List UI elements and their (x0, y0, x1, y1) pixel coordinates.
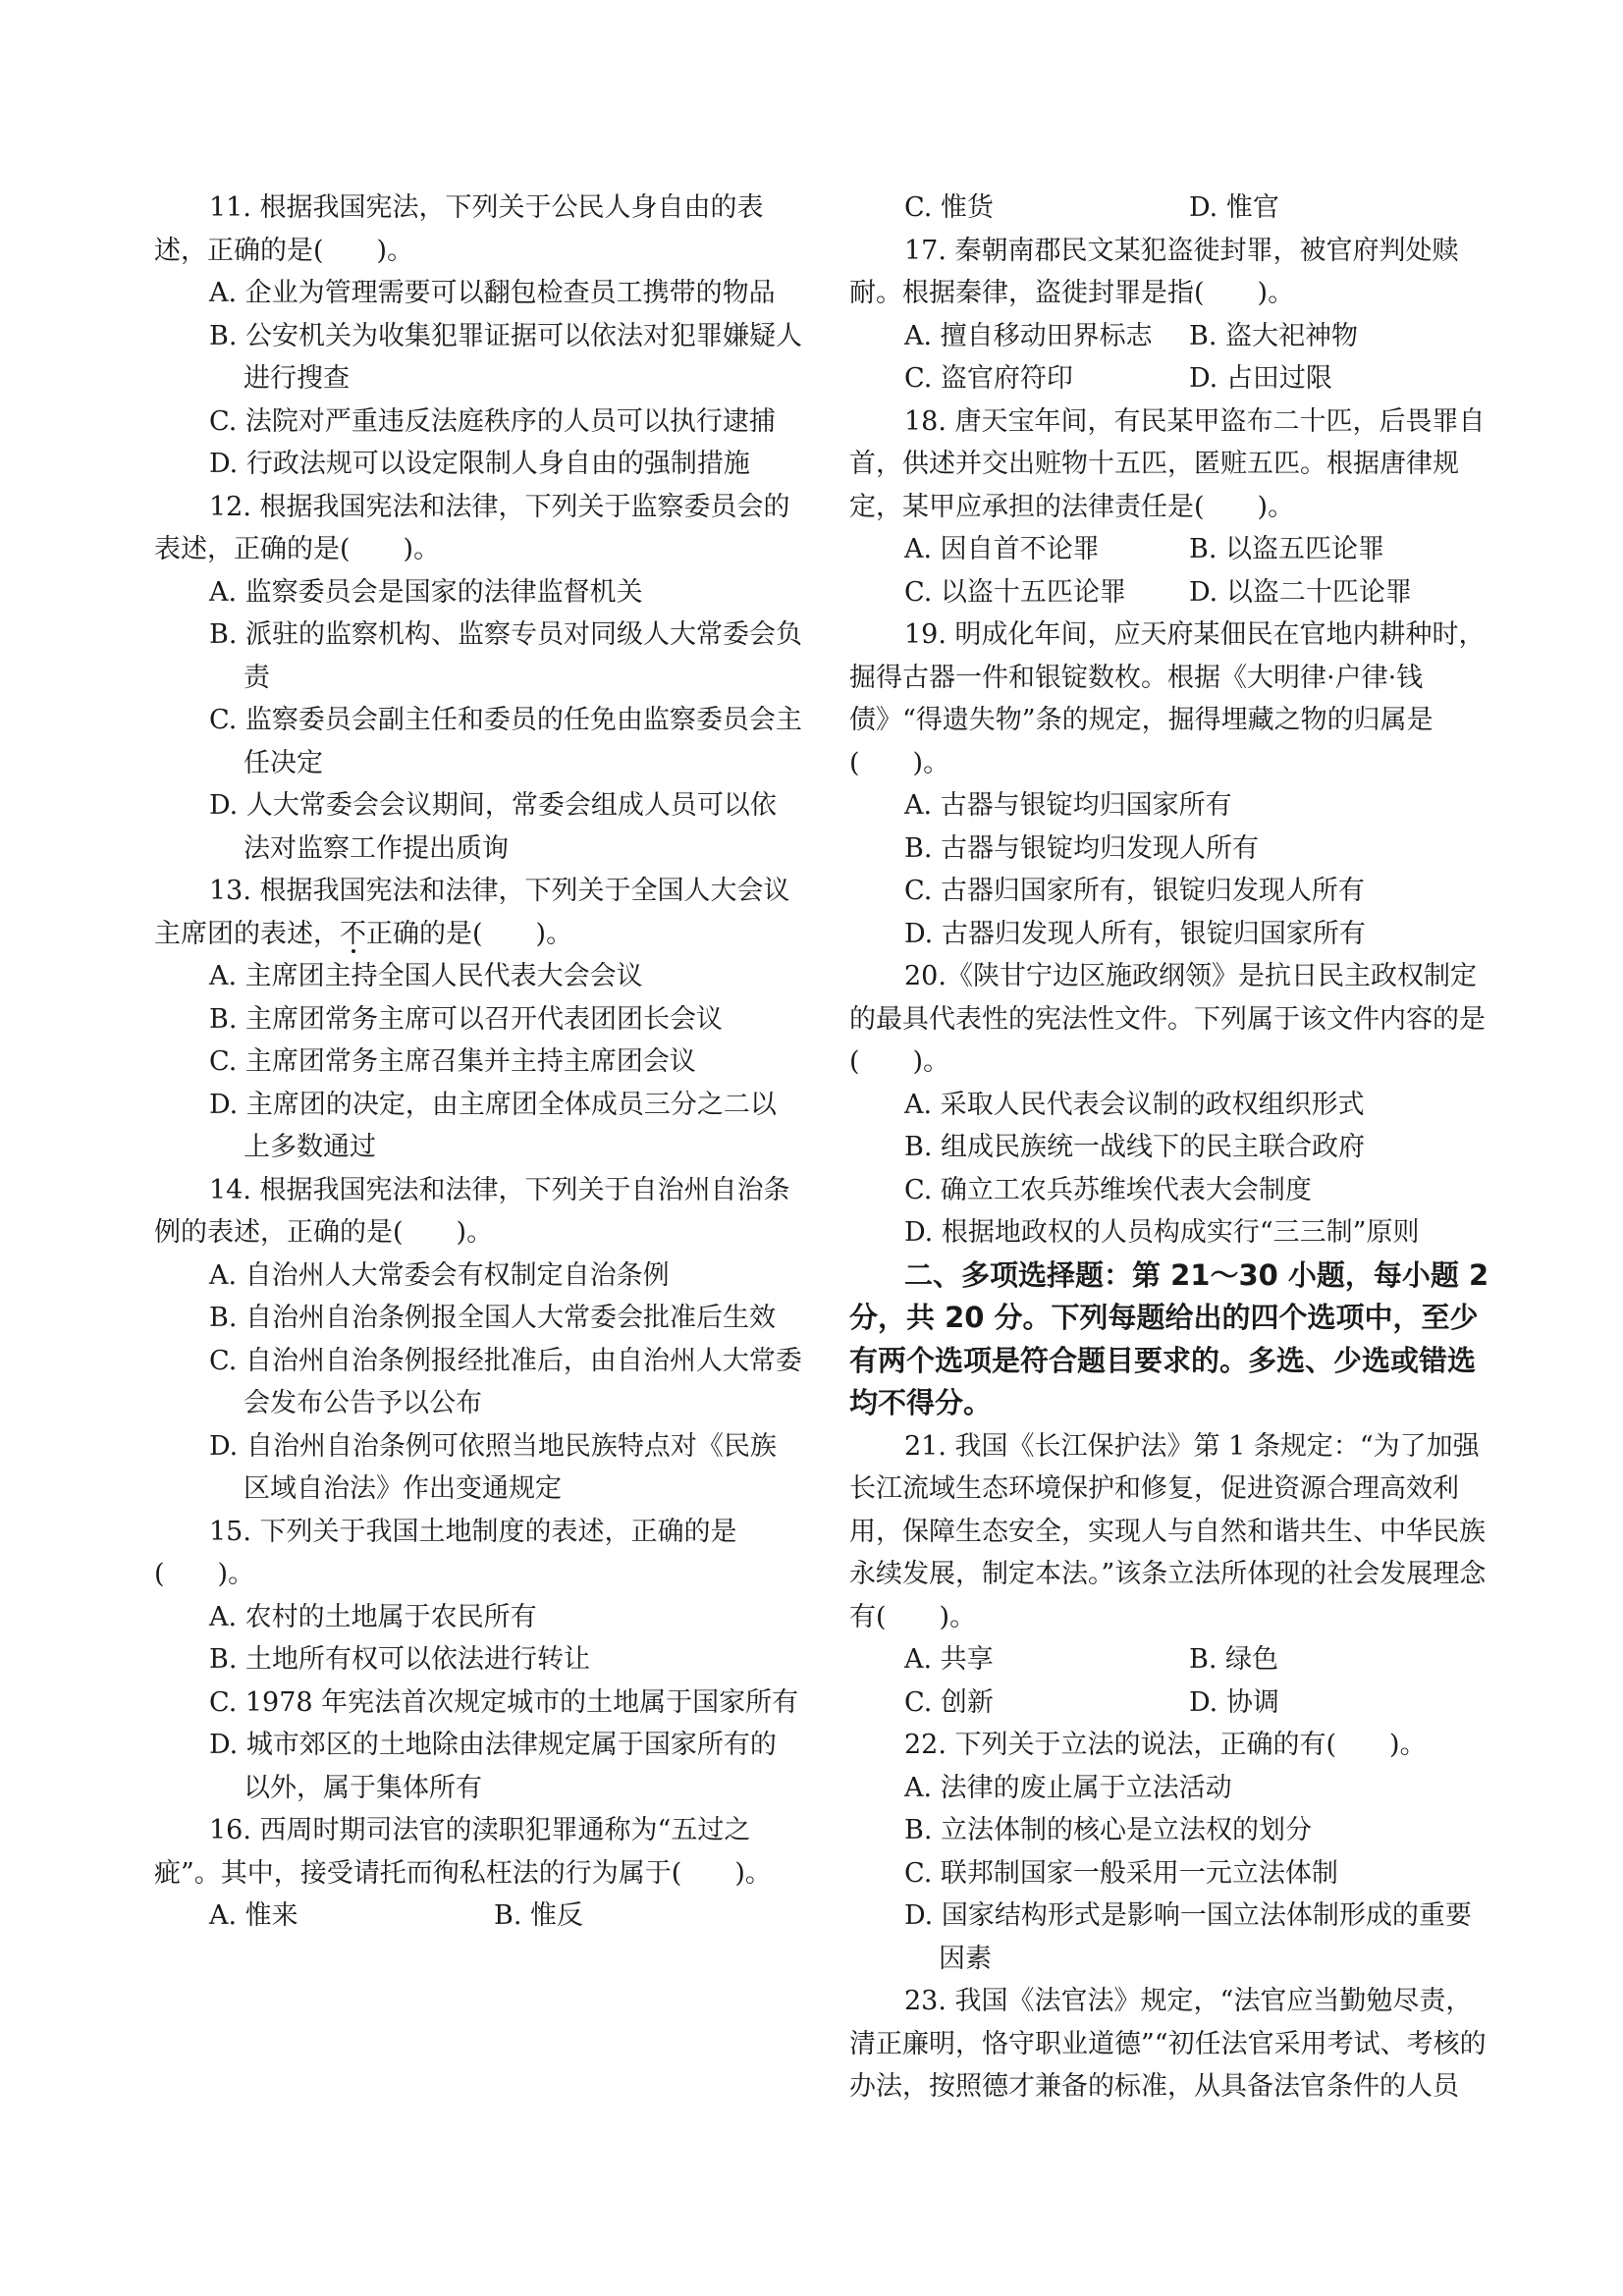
option-a: A. 自治州人大常委会有权制定自治条例 (209, 1259, 670, 1291)
option-d: D. 行政法规可以设定限制人身自由的强制措施 (209, 449, 750, 479)
option-d: D. 主席团的决定，由主席团全体成员三分之二以上多数通过 (209, 1089, 777, 1162)
question-16 (154, 1809, 802, 1938)
option-a: A. 采取人民代表会议制的政权组织形式 (904, 1089, 1365, 1120)
option-a: A. 主席团主持全国人民代表大会会议 (209, 961, 643, 991)
option-c: C. 惟货 (904, 192, 994, 223)
question-stem: 15. 下列关于我国土地制度的表述，正确的是( )。 (154, 1516, 737, 1589)
question-22 (849, 1724, 1497, 1980)
option-d: D. 占田过限 (1189, 363, 1332, 394)
question-16-continued (849, 187, 1497, 230)
option-d: D. 惟官 (1189, 192, 1279, 223)
option-row (904, 357, 1497, 400)
option-row (904, 315, 1497, 358)
right-column (849, 187, 1497, 2109)
option-b: B. 惟反 (494, 1900, 584, 1931)
question-stem (154, 870, 802, 955)
option-b: B. 绿色 (1189, 1644, 1279, 1675)
question-21 (849, 1425, 1497, 1725)
question-20 (849, 955, 1497, 1255)
question-12 (154, 486, 802, 871)
option-row (209, 1895, 802, 1938)
question-17 (849, 230, 1497, 400)
left-column (154, 187, 802, 1938)
question-19 (849, 614, 1497, 955)
option-row (904, 1638, 1497, 1682)
question-23 (849, 1980, 1497, 2109)
question-stem: 17. 秦朝南郡民文某犯盗徙封罪，被官府判处赎耐。根据秦律，盗徙封罪是指( )。 (849, 235, 1459, 308)
option-a: A. 农村的土地属于农民所有 (209, 1601, 537, 1632)
question-stem: 11. 根据我国宪法，下列关于公民人身自由的表述，正确的是( )。 (154, 192, 764, 266)
option-c: C. 盗官府符印 (904, 363, 1073, 394)
option-a: A. 监察委员会是国家的法律监督机关 (209, 576, 643, 608)
option-a: A. 因自首不论罪 (904, 534, 1100, 564)
stem-part-before: 13. 根据我国宪法和法律，下列关于全国人大会议主席团的表述， (154, 876, 790, 949)
option-c: C. 联邦制国家一般采用一元立法体制 (904, 1857, 1338, 1889)
option-d: D. 古器归发现人所有，银锭归国家所有 (904, 918, 1366, 949)
question-stem: 19. 明成化年间，应天府某佃民在官地内耕种时，掘得古器一件和银锭数枚。根据《大明律·户律·钱债》“得遗失物”条的规定，掘得埋藏之物的归属是( )。 (849, 619, 1486, 778)
option-b: B. 派驻的监察机构、监察专员对同级人大常委会负责 (209, 619, 803, 693)
option-c: C. 主席团常务主席召集并主持主席团会议 (209, 1046, 696, 1077)
option-a: A. 共享 (904, 1644, 994, 1675)
question-stem: 14. 根据我国宪法和法律，下列关于自治州自治条例的表述，正确的是( )。 (154, 1174, 790, 1248)
option-c: C. 监察委员会副主任和委员的任免由监察委员会主任决定 (209, 705, 802, 778)
option-b: B. 盗大祀神物 (1189, 320, 1359, 351)
option-row (904, 528, 1497, 571)
question-stem: 23. 我国《法官法》规定，“法官应当勤勉尽责，清正廉明，恪守职业道德”“初任法官采用考试、考核的办法，按照德才兼备的标准，从具备法官条件的人员 (849, 1986, 1487, 2102)
option-a: A. 惟来 (209, 1900, 298, 1931)
option-c: C. 古器归国家所有，银锭归发现人所有 (904, 876, 1365, 906)
option-b: B. 以盗五匹论罪 (1189, 534, 1385, 564)
option-b: B. 自治州自治条例报全国人大常委会批准后生效 (209, 1303, 777, 1333)
option-b: B. 主席团常务主席可以召开代表团团长会议 (209, 1003, 724, 1035)
option-row (904, 187, 1497, 230)
option-d: D. 自治州自治条例可依照当地民族特点对《民族区域自治法》作出变通规定 (209, 1430, 777, 1504)
option-b: B. 古器与银锭均归发现人所有 (904, 832, 1260, 864)
option-b: B. 土地所有权可以依法进行转让 (209, 1644, 591, 1675)
option-c: C. 自治州自治条例报经批准后，由自治州人大常委会发布公告予以公布 (209, 1345, 802, 1418)
question-stem: 21. 我国《长江保护法》第 1 条规定：“为了加强长江流域生态环境保护和修复，促进资源合理高效利用，保障生态安全，实现人与自然和谐共生、中华民族永续发展，制定本法。”该条立法所体现的社会发展理念有( )。 (849, 1430, 1487, 1632)
option-row (904, 1682, 1497, 1725)
option-c: C. 1978 年宪法首次规定城市的土地属于国家所有 (209, 1686, 799, 1718)
stem-part-after: 正确的是( )。 (366, 918, 573, 949)
option-a: A. 企业为管理需要可以翻包检查员工携带的物品 (209, 278, 776, 308)
question-stem: 18. 唐天宝年间，有民某甲盗布二十匹，后畏罪自首，供述并交出赃物十五匹，匿赃五匹。根据唐律规定，某甲应承担的法律责任是( )。 (849, 405, 1486, 522)
option-b: B. 公安机关为收集犯罪证据可以依法对犯罪嫌疑人进行搜查 (209, 320, 803, 394)
question-stem: 20.《陕甘宁边区施政纲领》是抗日民主政权制定的最具代表性的宪法性文件。下列属于该文件内容的是( )。 (849, 961, 1486, 1077)
question-14 (154, 1169, 802, 1511)
option-c: C. 法院对严重违反法庭秩序的人员可以执行逮捕 (209, 405, 776, 437)
section-heading: 二、多项选择题：第 21～30 小题，每小题 2 分，共 20 分。下列每题给出的四个选项中，至少有两个选项是符合题目要求的。多选、少选或错选均不得分。 (849, 1257, 1489, 1419)
option-a: A. 古器与银锭均归国家所有 (904, 790, 1232, 821)
option-b: B. 组成民族统一战线下的民主联合政府 (904, 1132, 1366, 1162)
option-b: B. 立法体制的核心是立法权的划分 (904, 1815, 1313, 1845)
option-a: A. 擅自移动田界标志 (904, 320, 1153, 351)
question-15 (154, 1511, 802, 1810)
emphasis-not: 不 (340, 918, 366, 949)
option-d: D. 根据地政权的人员构成实行“三三制”原则 (904, 1217, 1420, 1248)
option-c: C. 确立工农兵苏维埃代表大会制度 (904, 1174, 1312, 1205)
option-d: D. 人大常委会会议期间，常委会组成人员可以依法对监察工作提出质询 (209, 790, 777, 864)
question-11 (154, 187, 802, 486)
option-d: D. 城市郊区的土地除由法律规定属于国家所有的以外，属于集体所有 (209, 1730, 777, 1803)
question-stem: 12. 根据我国宪法和法律，下列关于监察委员会的表述，正确的是( )。 (154, 491, 790, 564)
option-c: C. 创新 (904, 1686, 994, 1718)
question-18 (849, 400, 1497, 614)
option-row (904, 571, 1497, 614)
option-c: C. 以盗十五匹论罪 (904, 576, 1126, 608)
option-d: D. 协调 (1189, 1686, 1279, 1718)
question-stem: 16. 西周时期司法官的渎职犯罪通称为“五过之疵”。其中，接受请托而徇私枉法的行为属于( )。 (154, 1815, 772, 1889)
option-d: D. 国家结构形式是影响一国立法体制形成的重要因素 (904, 1900, 1472, 1974)
option-a: A. 法律的废止属于立法活动 (904, 1772, 1232, 1803)
question-13 (154, 870, 802, 1169)
option-d: D. 以盗二十匹论罪 (1189, 576, 1412, 608)
question-stem: 22. 下列关于立法的说法，正确的有( )。 (904, 1730, 1427, 1760)
